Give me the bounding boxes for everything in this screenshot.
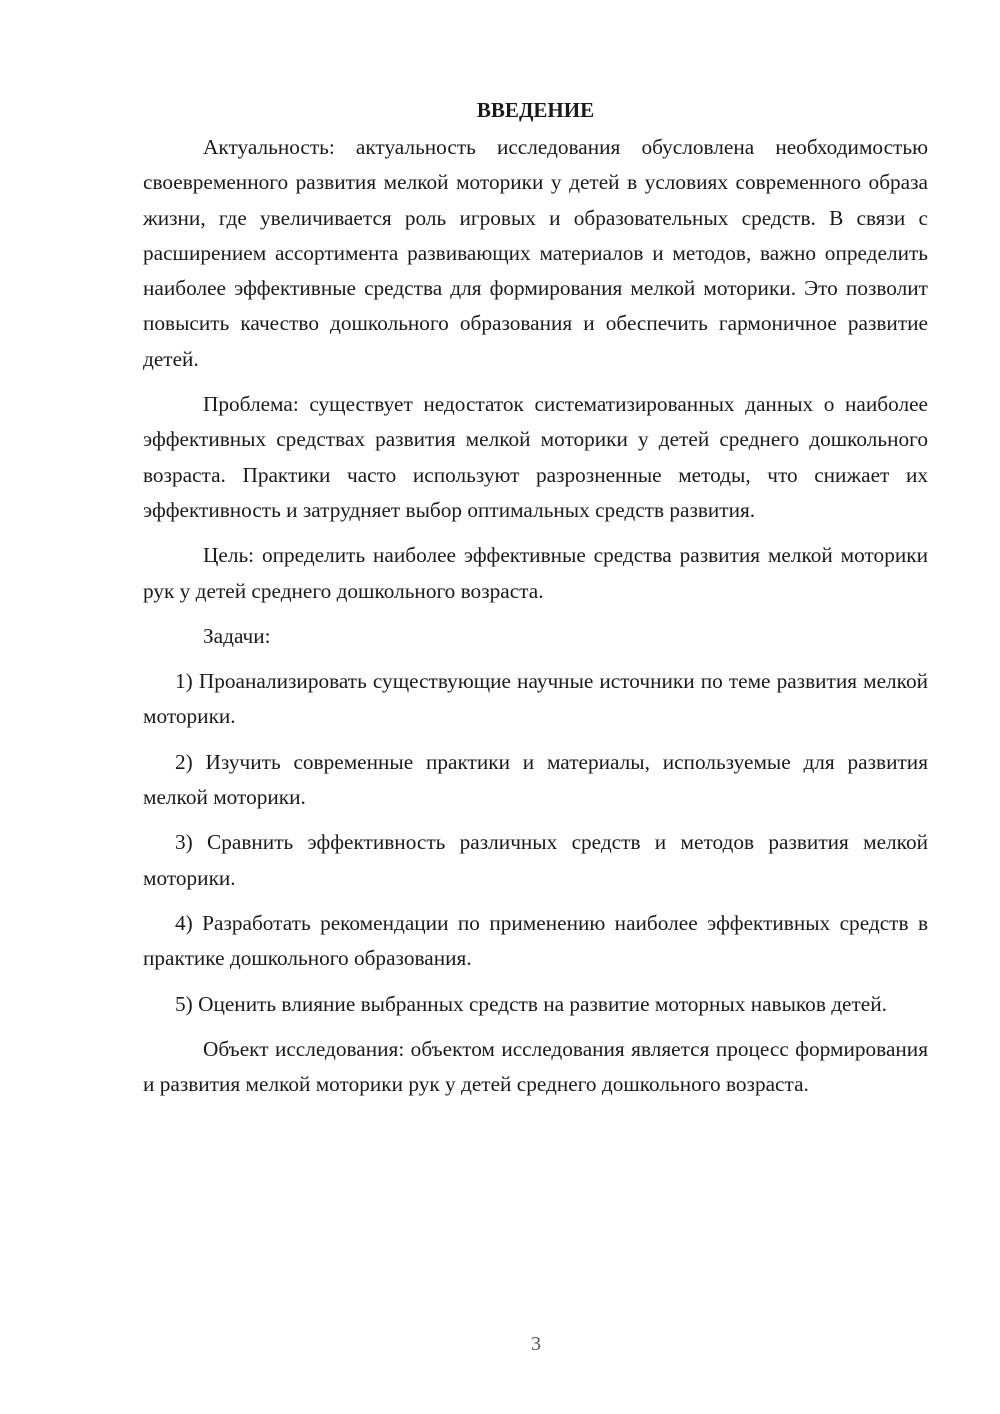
list-item: 2) Изучить современные практики и материалы, используемые для развития мелкой моторики. (143, 749, 928, 810)
list-item: 1) Проанализировать существующие научные источники по теме развития мелкой моторики. (143, 669, 928, 729)
tasks-list (143, 664, 928, 1022)
list-item: 5) Оценить влияние выбранных средств на развитие моторных навыков детей. (175, 991, 887, 1016)
object-paragraph: Объект исследования: объектом исследования является процесс формирования и развития мелкой моторики рук у детей среднего дошкольного возраста. (143, 1036, 928, 1097)
list-item: 3) Сравнить эффективность различных средств и методов развития мелкой моторики. (143, 830, 928, 890)
goal-paragraph: Цель: определить наиболее эффективные средства развития мелкой моторики рук у детей среднего дошкольного возраста. (143, 543, 928, 603)
relevance-paragraph: Актуальность: актуальность исследования обусловлена необходимостью своевременного развития мелкой моторики у детей в условиях современного образа жизни, где увеличивается роль игровых и образовательных средств. В связи с расширением ассортимента развивающих материалов и методов, важно определить наиболее эффективные средства для формирования мелкой моторики. Это позволит повысить качество дошкольного образования и обеспечить гармоничное развитие детей. (143, 135, 928, 371)
list-item: 4) Разработать рекомендации по применению наиболее эффективных средств в практике дошкольного образования. (143, 910, 928, 971)
page-number: 3 (531, 1333, 541, 1355)
page-title: ВВЕДЕНИЕ (476, 98, 595, 122)
tasks-heading: Задачи: (203, 623, 271, 648)
problem-paragraph: Проблема: существует недостаток систематизированных данных о наиболее эффективных средствах развития мелкой моторики у детей среднего дошкольного возраста. Практики часто используют разрозненные методы, что снижает их эффективность и затрудняет выбор оптимальных средств развития. (143, 392, 928, 522)
document-page (143, 90, 928, 1112)
